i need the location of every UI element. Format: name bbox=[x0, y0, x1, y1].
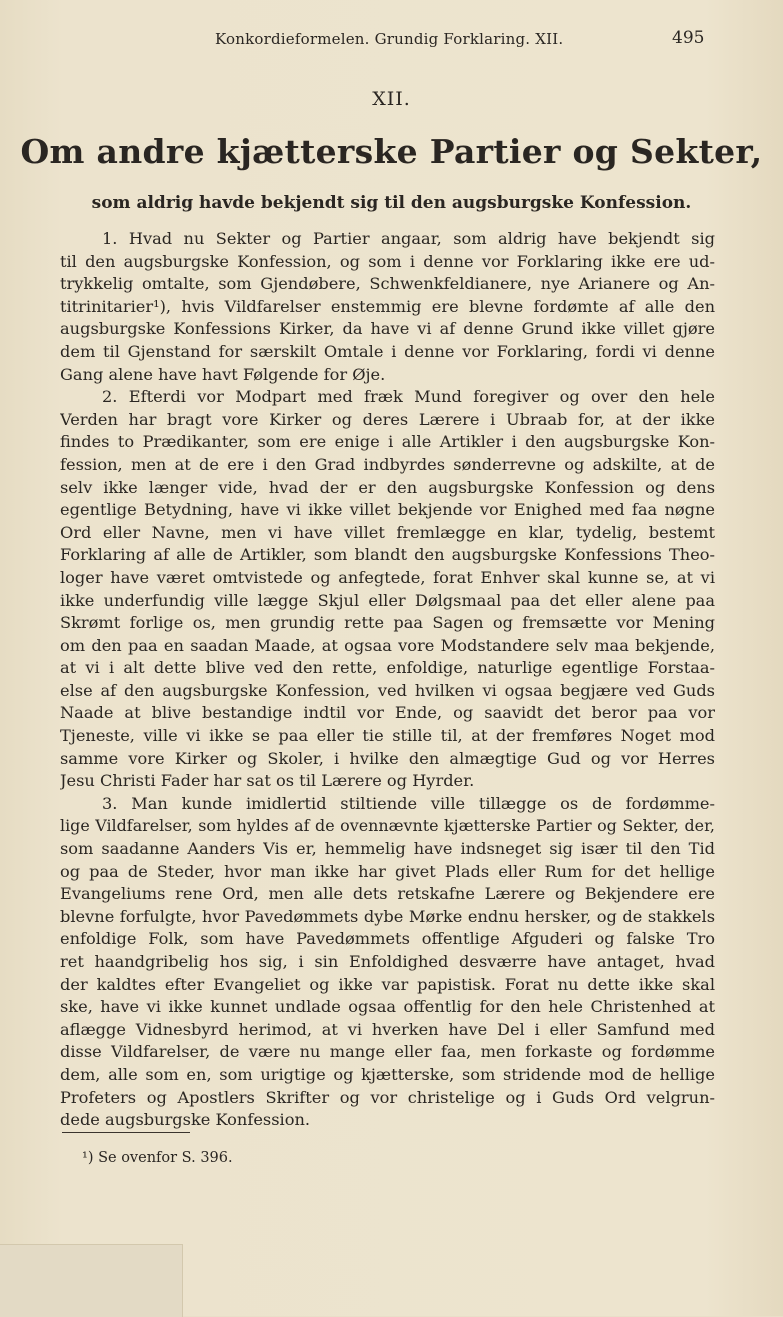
text-line: egentlige Betydning, have vi ikke villet bekjende vor Enighed med faa nøgne bbox=[60, 500, 715, 520]
text-line: Gang alene have havt Følgende for Øje. bbox=[60, 364, 386, 384]
body-text bbox=[60, 228, 715, 1132]
text-line: Skrømt forlige os, men grundig rette paa Sagen og fremsætte vor Mening bbox=[60, 613, 715, 633]
text-line: Ord eller Navne, men vi have villet fremlægge en klar, tydelig, bestemt bbox=[60, 522, 715, 542]
text-line: else af den augsburgske Konfession, ved hvilken vi ogsaa begjære ved Guds bbox=[60, 680, 715, 700]
text-line: disse Vildfarelser, de være nu mange eller faa, men forkaste og fordømme bbox=[60, 1042, 715, 1062]
text-line: 2. Efterdi vor Modpart med fræk Mund foregiver og over den hele bbox=[102, 387, 715, 407]
text-line: selv ikke længer vide, hvad der er den augsburgske Konfession og dens bbox=[60, 477, 715, 497]
text-line: Naade at blive bestandige indtil vor Ende, og saavidt det beror paa vor bbox=[60, 703, 715, 723]
scan-corner bbox=[0, 1244, 183, 1317]
text-line: ske, have vi ikke kunnet undlade ogsaa offentlig for den hele Christenhed at bbox=[60, 997, 715, 1017]
text-line: Profeters og Apostlers Skrifter og vor christelige og i Guds Ord velgrun- bbox=[60, 1087, 715, 1107]
text-line: Evangeliums rene Ord, men alle dets retskafne Lærere og Bekjendere ere bbox=[60, 884, 715, 904]
text-line: til den augsburgske Konfession, og som i denne vor Forklaring ikke ere ud- bbox=[60, 251, 715, 271]
text-line: og paa de Steder, hvor man ikke har givet Plads eller Rum for det hellige bbox=[60, 861, 715, 881]
text-line: enfoldige Folk, som have Pavedømmets offentlige Afguderi og falske Tro bbox=[60, 929, 715, 949]
text-line: som saadanne Aanders Vis er, hemmelig have indsneget sig især til den Tid bbox=[60, 839, 715, 859]
text-line: Tjeneste, ville vi ikke se paa eller tie stille til, at der fremføres Noget mod bbox=[60, 726, 715, 746]
text-line: at vi i alt dette blive ved den rette, enfoldige, naturlige egentlige Forstaa- bbox=[60, 658, 715, 678]
running-head: Konkordieformelen. Grundig Forklaring. XII. bbox=[215, 30, 564, 48]
text-line: Verden har bragt vore Kirker og deres Lærere i Ubraab for, at der ikke bbox=[60, 409, 715, 429]
text-line: samme vore Kirker og Skoler, i hvilke den almægtige Gud og vor Herres bbox=[60, 748, 715, 768]
text-line: dede augsburgske Konfession. bbox=[60, 1110, 311, 1130]
text-line: 1. Hvad nu Sekter og Partier angaar, som aldrig have bekjendt sig bbox=[102, 229, 715, 248]
text-line: findes to Prædikanter, som ere enige i alle Artikler i den augsburgske Kon- bbox=[60, 432, 715, 452]
footnote-divider bbox=[62, 1132, 190, 1133]
chapter-title: Om andre kjætterske Partier og Sekter, bbox=[20, 132, 763, 171]
text-line: trykkelig omtalte, som Gjendøbere, Schwenkfeldianere, nye Arianere og An- bbox=[60, 274, 715, 294]
text-line: lige Vildfarelser, som hyldes af de ovennævnte kjætterske Partier og Sekter, der, bbox=[60, 816, 715, 836]
text-line: fession, men at de ere i den Grad indbyrdes sønderrevne og adskilte, at de bbox=[60, 454, 715, 474]
text-line: titrinitarier¹), hvis Vildfarelser enstemmig ere blevne fordømte af alle den bbox=[60, 296, 715, 316]
footnote: ¹) Se ovenfor S. 396. bbox=[82, 1150, 233, 1166]
text-line: der kaldtes efter Evangeliet og ikke var papistisk. Forat nu dette ikke skal bbox=[60, 974, 715, 994]
section-number: XII. bbox=[372, 88, 411, 110]
text-line: augsburgske Konfessions Kirker, da have vi af denne Grund ikke villet gjøre bbox=[60, 319, 715, 339]
text-line: 3. Man kunde imidlertid stiltiende ville tillægge os de fordømme- bbox=[102, 793, 715, 813]
text-line: ikke underfundig ville lægge Skjul eller Dølgsmaal paa det eller alene paa bbox=[60, 590, 715, 610]
text-line: Forklaring af alle de Artikler, som blandt den augsburgske Konfessions Theo- bbox=[60, 545, 715, 565]
text-line: ret haandgribelig hos sig, i sin Enfoldighed desværre have antaget, hvad bbox=[60, 952, 715, 971]
text-line: aflægge Vidnesbyrd herimod, at vi hverken have Del i eller Samfund med bbox=[60, 1019, 715, 1039]
text-line: dem til Gjenstand for særskilt Omtale i denne vor Forklaring, fordi vi denne bbox=[60, 341, 715, 361]
text-line: blevne forfulgte, hvor Pavedømmets dybe Mørke endnu hersker, og de stakkels bbox=[60, 906, 715, 926]
text-line: dem, alle som en, som urigtige og kjætterske, som stridende mod de hellige bbox=[60, 1064, 715, 1084]
chapter-subtitle: som aldrig havde bekjendt sig til den augsburgske Konfession. bbox=[91, 193, 692, 213]
text-line: om den paa en saadan Maade, at ogsaa vore Modstandere selv maa bekjende, bbox=[60, 635, 715, 655]
page-number: 495 bbox=[672, 28, 705, 48]
text-line: loger have været omtvistede og anfegtede, forat Enhver skal kunne se, at vi bbox=[60, 567, 715, 587]
text-line: Jesu Christi Fader har sat os til Lærere og Hyrder. bbox=[60, 771, 475, 791]
